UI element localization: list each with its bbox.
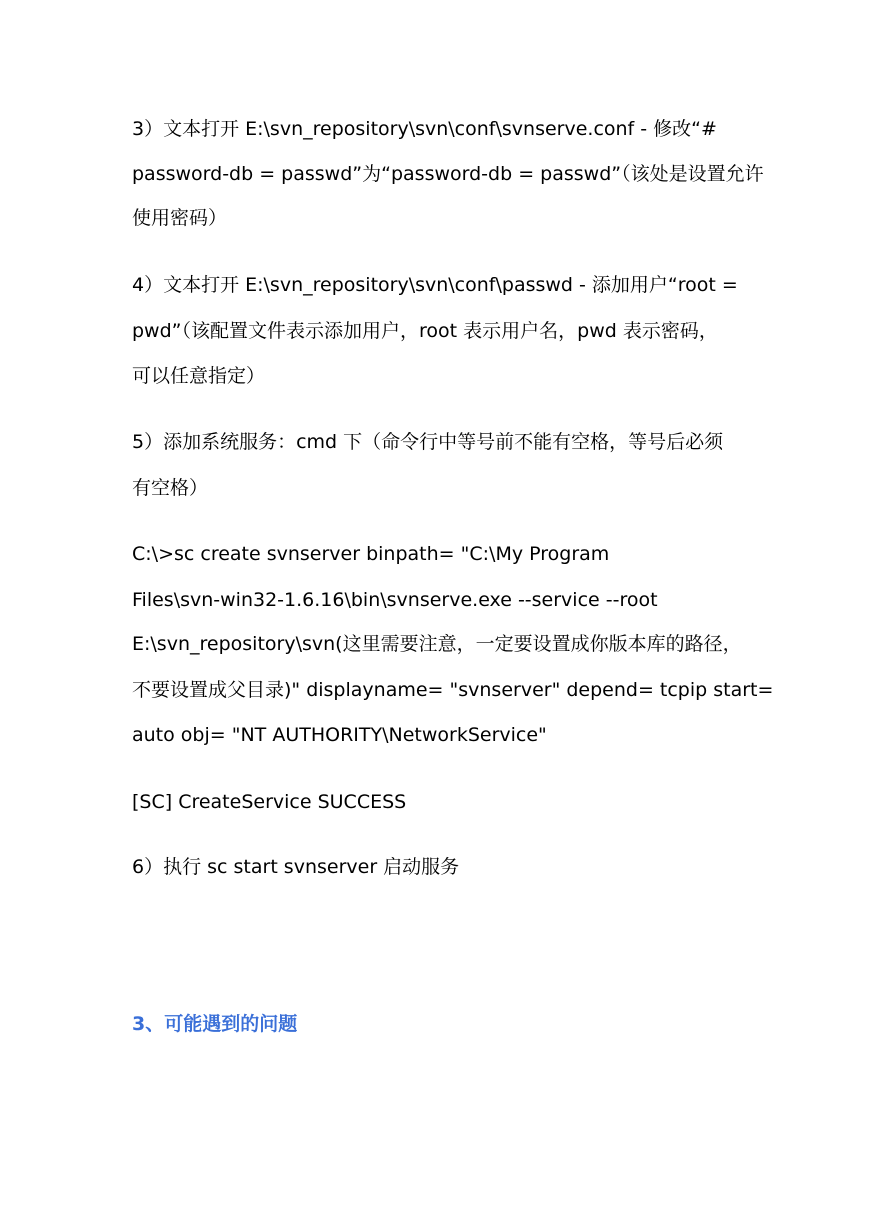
command-line-4: 不要设置成父目录)" displayname= "svnserver" depend= tcpip start= — [132, 679, 774, 701]
step3-line-3: 使用密码） — [132, 207, 228, 229]
step4-line-1: 4）文本打开 E:\svn_repository\svn\conf\passwd - 添加用户“root = — [132, 274, 738, 296]
command-line-1: C:\>sc create svnserver binpath= "C:\My Program — [132, 543, 610, 565]
command-line-3: E:\svn_repository\svn(这里需要注意，一定要设置成你版本库的路径， — [132, 633, 742, 655]
command-line-2: Files\svn-win32-1.6.16\bin\svnserve.exe --service --root — [132, 589, 658, 611]
step6-text: 6）执行 sc start svnserver 启动服务 — [132, 856, 460, 878]
section-heading: 3、可能遇到的问题 — [132, 1013, 298, 1035]
command-line-5: auto obj= "NT AUTHORITY\NetworkService" — [132, 724, 547, 746]
step4-line-2: pwd”（该配置文件表示添加用户，root 表示用户名，pwd 表示密码， — [132, 320, 718, 342]
step5-line-1: 5）添加系统服务：cmd 下（命令行中等号前不能有空格，等号后必须 — [132, 431, 724, 453]
step3-line-1: 3）文本打开 E:\svn_repository\svn\conf\svnserve.conf - 修改“# — [132, 118, 717, 140]
step4-line-3: 可以任意指定） — [132, 365, 266, 387]
result-text: [SC] CreateService SUCCESS — [132, 791, 407, 813]
step3-line-2: password-db = passwd”为“password-db = passwd”（该处是设置允许 — [132, 163, 764, 185]
step5-line-2: 有空格） — [132, 477, 209, 499]
